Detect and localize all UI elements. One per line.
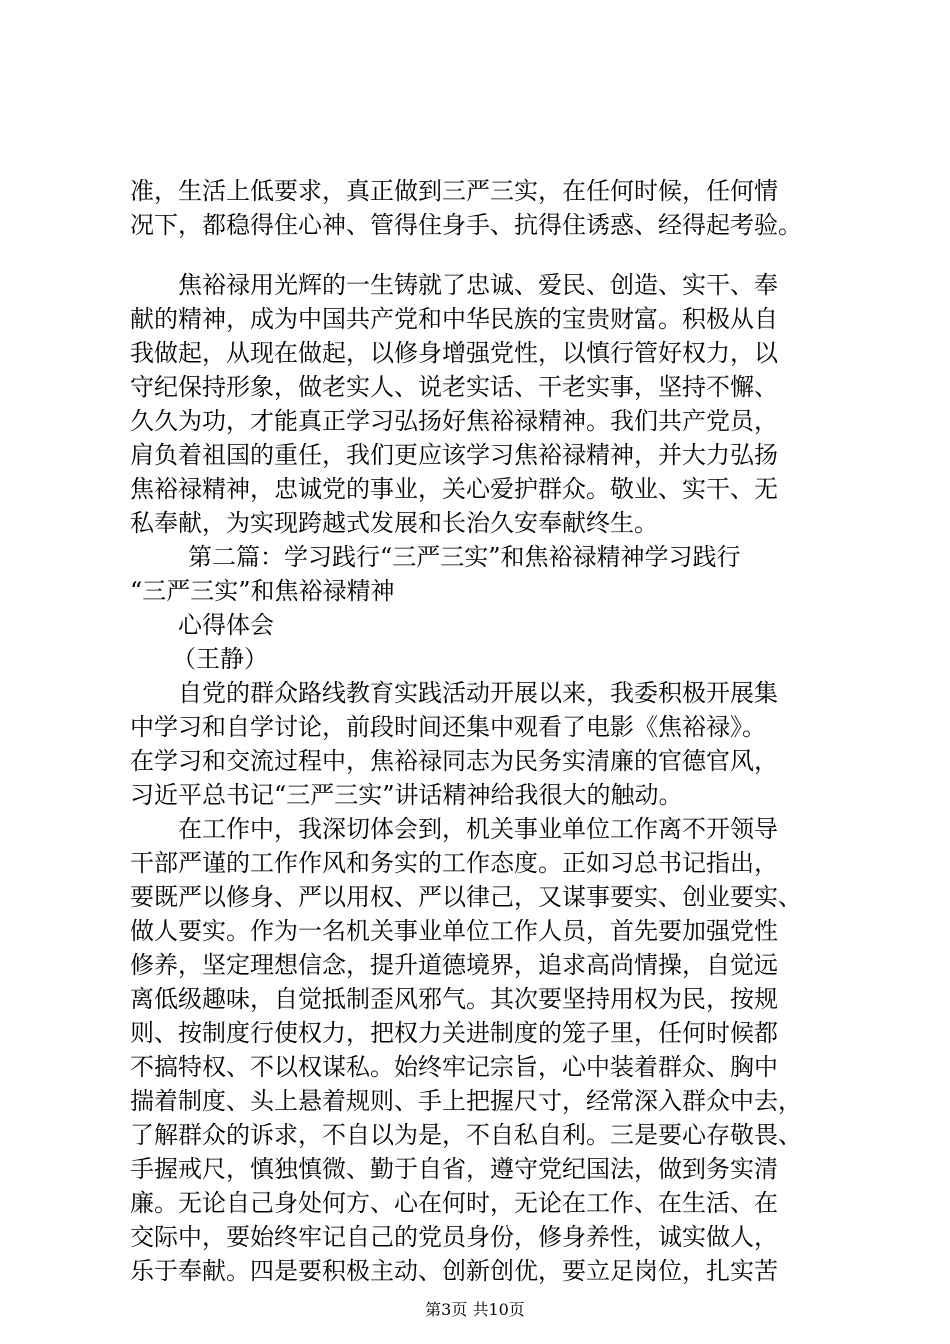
text-line: 私奉献，为实现跨越式发展和长治久安奉献终生。	[130, 509, 658, 537]
text-line: 了解群众的诉求，不自以为是，不自私自利。三是要心存敬畏、	[130, 1121, 802, 1149]
text-line: 肩负着祖国的重任，我们更应该学习焦裕禄精神，并大力弘扬	[130, 441, 778, 469]
text-line: 不搞特权、不以权谋私。始终牢记宗旨，心中装着群众、胸中	[130, 1053, 778, 1081]
text-line: 做人要实。作为一名机关事业单位工作人员，首先要加强党性	[130, 917, 778, 945]
text-line: 我做起，从现在做起，以修身增强党性，以慎行管好权力，以	[130, 339, 778, 367]
text-line: 修养，坚定理想信念，提升道德境界，追求高尚情操，自觉远	[130, 951, 778, 979]
text-line: 交际中，要始终牢记自己的党员身份，修身养性，诚实做人，	[130, 1223, 778, 1251]
text-line: 习近平总书记“三严三实”讲话精神给我很大的触动。	[130, 781, 683, 809]
section-heading: 第二篇：学习践行“三严三实”和焦裕禄精神学习践行	[188, 543, 741, 571]
text-line: 守纪保持形象，做老实人、说老实话、干老实事，坚持不懈、	[130, 373, 778, 401]
section-heading: “三严三实”和焦裕禄精神	[130, 577, 395, 605]
text-line: 乐于奉献。四是要积极主动、创新创优，要立足岗位，扎实苦	[130, 1257, 778, 1285]
text-line: 则、按制度行使权力，把权力关进制度的笼子里，任何时候都	[130, 1019, 778, 1047]
text-line: 久久为功，才能真正学习弘扬好焦裕禄精神。我们共产党员，	[130, 407, 778, 435]
section-subheading: 心得体会	[178, 611, 274, 639]
text-line: 离低级趣味，自觉抵制歪风邪气。其次要坚持用权为民，按规	[130, 985, 778, 1013]
text-line: 焦裕禄用光辉的一生铸就了忠诚、爱民、创造、实干、奉	[178, 271, 778, 299]
page-number: 第3页 共10页	[425, 1300, 525, 1319]
text-line: 手握戒尺，慎独慎微、勤于自省，遵守党纪国法，做到务实清	[130, 1155, 778, 1183]
text-line: 在学习和交流过程中，焦裕禄同志为民务实清廉的官德官风，	[130, 747, 778, 775]
text-line: 揣着制度、头上悬着规则、手上把握尺寸，经常深入群众中去，	[130, 1087, 802, 1115]
text-line: 献的精神，成为中国共产党和中华民族的宝贵财富。积极从自	[130, 305, 778, 333]
text-line: 焦裕禄精神，忠诚党的事业，关心爱护群众。敬业、实干、无	[130, 475, 778, 503]
text-line: 自党的群众路线教育实践活动开展以来，我委积极开展集	[178, 679, 778, 707]
text-line: 在工作中，我深切体会到，机关事业单位工作离不开领导	[178, 815, 778, 843]
text-line: 干部严谨的工作作风和务实的工作态度。正如习总书记指出，	[130, 849, 778, 877]
text-line: 况下，都稳得住心神、管得住身手、抗得住诱惑、经得起考验。	[130, 211, 802, 239]
text-line: 廉。无论自己身处何方、心在何时，无论在工作、在生活、在	[130, 1189, 778, 1217]
text-line: 要既严以修身、严以用权、严以律己，又谋事要实、创业要实、	[130, 883, 802, 911]
text-line: 中学习和自学讨论，前段时间还集中观看了电影《焦裕禄》。	[130, 713, 766, 741]
text-line: 准，生活上低要求，真正做到三严三实，在任何时候，任何情	[130, 177, 778, 205]
author-line: （王静）	[172, 645, 268, 673]
